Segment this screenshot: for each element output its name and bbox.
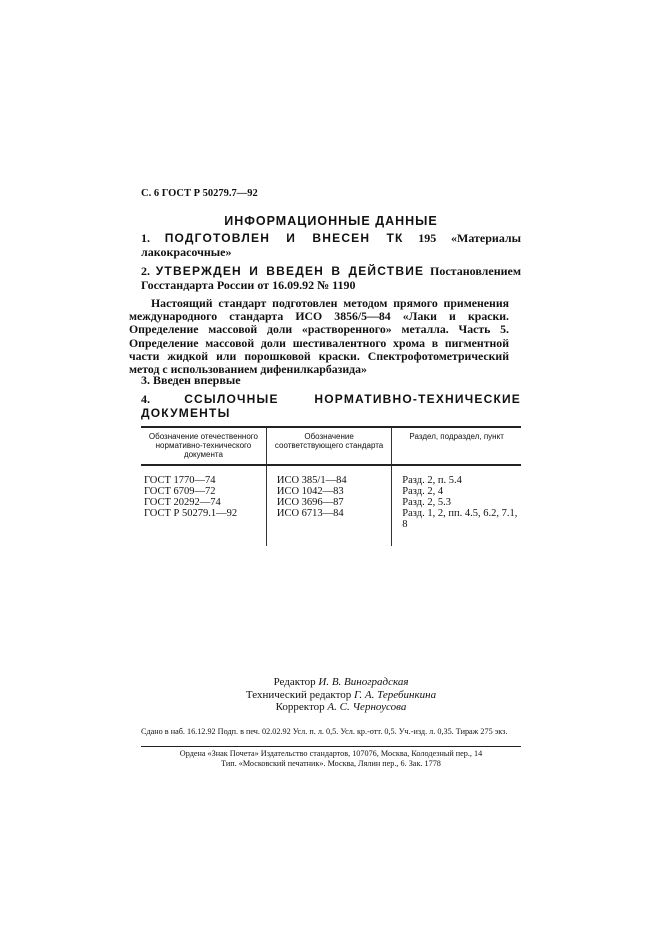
item-3: [141, 374, 521, 388]
printer-line: Тип. «Московский печатник». Москва, Лялин пер., 6. Зак. 1778: [221, 758, 441, 768]
item-text: 195 «Материалы лакокрасочные»: [141, 231, 522, 259]
item-number: 1.: [141, 231, 150, 245]
editor-line: [141, 689, 541, 702]
table-cell: ГОСТ 20292—74: [144, 497, 221, 508]
table-cell: ГОСТ Р 50279.1—92: [144, 508, 238, 519]
editor-name: И. В. Виноградская: [318, 676, 409, 688]
editor-role: Редактор: [273, 676, 316, 688]
editor-role: Технический редактор: [245, 688, 352, 701]
page-header: С. 6 ГОСТ Р 50279.7—92: [141, 188, 258, 199]
editors-block: [141, 676, 541, 714]
item-caps: ПОДГОТОВЛЕН И ВНЕСЕН ТК: [164, 231, 404, 245]
item-caps: УТВЕРЖДЕН И ВВЕДЕН В ДЕЙСТВИЕ: [155, 264, 425, 278]
table-cell: Разд. 1, 2, пп. 4.5, 6.2, 7.1, 8: [392, 508, 521, 546]
table-cell: Разд. 2, п. 5.4: [392, 465, 521, 486]
item-4: [141, 393, 521, 420]
table-row: [141, 465, 521, 486]
divider: [141, 746, 521, 747]
table-cell: ИСО 1042—83: [266, 486, 391, 497]
item-number: 4.: [141, 392, 150, 406]
section-title: ИНФОРМАЦИОННЫЕ ДАННЫЕ: [224, 214, 438, 228]
table-cell: ГОСТ 1770—74: [144, 475, 216, 486]
print-details: Сдано в наб. 16.12.92 Подп. в печ. 02.02.92 Усл. п. л. 0,5. Усл. кр.-отт. 0,5. Уч.-изд. л. 0,35. Тираж 275 экз.: [141, 727, 508, 736]
column-header: Обозначение соответствующего стандарта: [266, 427, 391, 465]
table-cell: ИСО 3696—87: [266, 497, 391, 508]
table-row: [141, 486, 521, 497]
editor-name: А. С. Черноусова: [327, 701, 407, 713]
table-row: [141, 497, 521, 508]
editor-line: [141, 676, 541, 689]
editor-role: Корректор: [275, 701, 325, 713]
item-text: Постановлением Госстандарта России от 16.09.92 № 1190: [141, 264, 522, 292]
item-2: [141, 265, 521, 292]
item-number: 3.: [141, 373, 150, 387]
item-caps: ССЫЛОЧНЫЕ НОРМАТИВНО-ТЕХНИЧЕСКИЕ ДОКУМЕНТЫ: [141, 392, 521, 420]
item-1: [141, 232, 521, 259]
item-text: Введен впервые: [153, 373, 241, 387]
table-cell: ГОСТ 6709—72: [144, 486, 216, 497]
item-number: 2.: [141, 264, 150, 278]
table-cell: Разд. 2, 5.3: [392, 497, 521, 508]
table-cell: Разд. 2, 4: [392, 486, 521, 497]
standard-description: Настоящий стандарт подготовлен методом прямого применения международного стандарта ИСО 3856/5—84 «Лаки и краски. Определение массовой доли «растворенного» металла. Часть 5. Определение массовой доли шестивалентного хрома в пигментной части жидкой или порошковой краски. Спектрофотометрический метод с использованием дифенилкарбазида»: [129, 296, 509, 377]
table-header: [141, 427, 521, 465]
table-row: [141, 508, 521, 546]
table-cell: ИСО 385/1—84: [266, 465, 391, 486]
references-table: [141, 426, 521, 546]
column-header: Обозначение отечественного нормативно-технического документа: [141, 427, 266, 465]
publisher-line: Ордена «Знак Почета» Издательство стандартов, 107076, Москва, Колодезный пер., 14: [179, 749, 483, 758]
editor-line: [141, 701, 541, 714]
column-header: Раздел, подраздел, пункт: [392, 427, 521, 465]
publisher-info: [141, 749, 521, 768]
editor-name: Г. А. Теребинкина: [353, 688, 437, 701]
table-cell: ИСО 6713—84: [266, 508, 391, 546]
